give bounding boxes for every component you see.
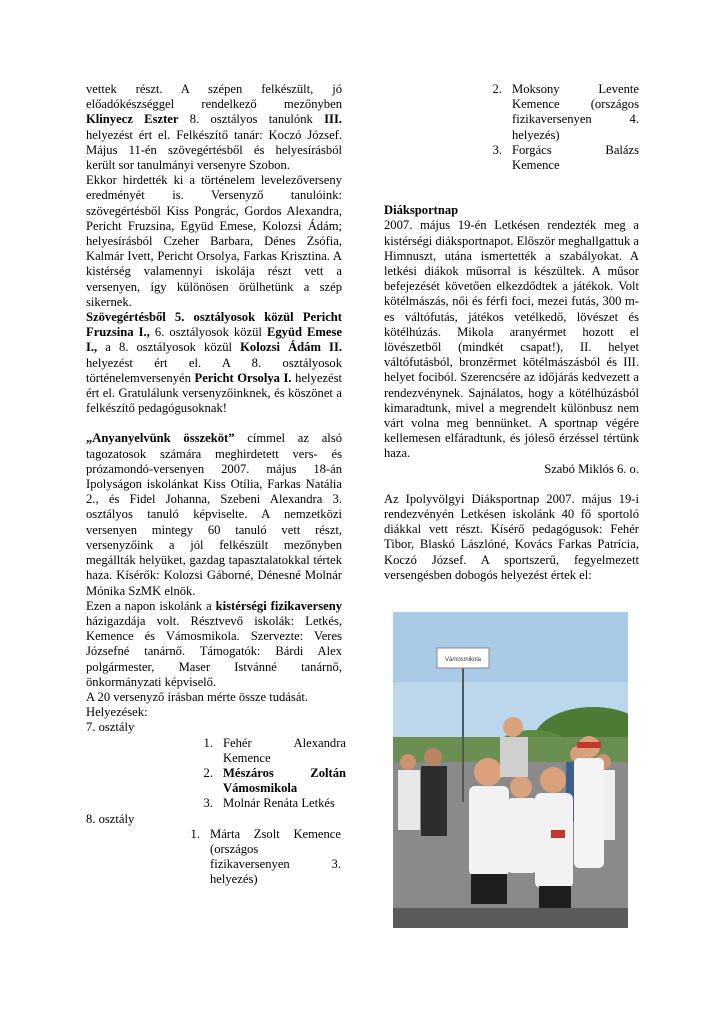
paragraph-sportday: 2007. május 19-én Letkésen rendezték meg a kistérségi diáksportnapot. Először meghallgattuk a Himnuszt, utána ismertették a szabályokat. A letkési diákok műsorral is készültek. A műsor befejezését követően elkezdődtek a játékok. Volt kötélmászás, női és férfi foci, mezei futás, 300 m-es váltófutás, játékos vetélkedő, lövészet és kötélhúzás. Mikola aranyérmet hozott el lövészetből (mindkét csapat!), II. helyet váltófutásból, bronzérmet kötélmászásból és III. helyet fociból. Szerencsére az időjárás kedvezett a rendezvénynek. Sajnálatos, hogy a kötélhúzásból kimaradtunk, mivel a megrendelt különbusz nem várt volna meg bennünket. A sportnap végére kellemesen elfáradtunk, és jóleső érzéssel tértünk haza. [384,218,639,461]
student-name: Klinyecz Eszter [86,112,179,127]
text-run: vettek részt. A szépen felkészült, jó előadókészséggel rendelkező mezőnyben [86,82,342,112]
section-title-sportday: Diáksportnap [384,203,459,218]
placing-item [480,143,639,173]
placing-item [480,82,639,143]
text-run: helyezést ért el. A 8. osztályosok történelemversenyén [86,355,342,385]
placing-number: 1. [190,826,200,841]
spacer [384,477,639,492]
placing-item [191,796,346,811]
text-run: helyezést ért el. Felkészítő tanár: Koczó József. Május 11-én szövegértésből és helyesírásból került sor tanulmányi versenyre Szobon. [86,127,342,173]
text-run-bold: Szövegértésből 5. osztályosok közül Pericht Fruzsina I., [86,310,342,340]
placings-label: Helyezések: [86,705,148,720]
paragraph-history-contest: Ekkor hirdették ki a történelem levelezőverseny eredményét is. Versenyző tanulóink: szövegértésből Kiss Pongrác, Gordos Alexandra, Pericht Fruzsina, Együd Emese, Kolozsi Ádám; helyesírásból Czeher Barbara, Dénes Zsófia, Kalmár Ivett, Pericht Orsolya, Farkas Krisztina. A kistérség valamennyi iskolája részt vett a versenyen, így különösen örülhetünk a szép sikernek. [86,173,342,309]
placing-number: 3. [203,796,213,811]
sportday-photo [393,612,628,928]
ground [393,908,628,928]
grade-8-list [178,827,341,888]
paragraph-results [86,310,342,416]
sky-top [393,612,628,682]
grade-7-label: 7. osztály [86,720,135,735]
placing-text: Molnár Renáta Letkés [223,796,335,811]
placing-text: Mészáros Zoltán Vámosmikola [223,765,346,796]
placing-number: 3. [492,142,502,157]
spacer [86,416,342,431]
placing-number: 1. [203,735,213,750]
text-run: a 8. osztályosok közül [97,340,241,355]
grade-8-label: 8. osztály [86,811,135,826]
text-run: címmel az alsó tagozatosok számára meghirdetett vers- és prózamondó-versenyen 2007. május 18-án Ipolyságon iskolánkat Kiss Otília, Farkas Natália 2., és Fidel Johanna, Szebeni Alexandra 3. osztályos tanuló képviselte. A nemzetközi versenyen mintegy 60 tanuló vett részt, versenyzőink a jól felkészült mezőnyben megállták helyüket, gazdag tapasztalatokkal tértek haza. Kísérők: Kolozsi Gáborné, Dénesné Molnár Mónika SzMK elnök. [86,431,342,598]
placing-text: Moksony Levente Kemence (országos fizikaversenyen 4. helyezés) [512,82,639,142]
text-run: 8. osztályos tanulónk [178,112,325,127]
left-column [86,82,346,888]
paragraph-physics-contest [86,599,342,690]
text-run-bold: Együd Emese I., [86,325,342,355]
grade-8-list-continued [480,82,639,173]
photo-illustration [393,612,628,928]
author-signature: Szabó Miklós 6. o. [544,461,639,476]
grade-7-list [191,736,346,812]
text-run: Ezen a napon iskolánk a [86,598,216,613]
team-sign-text: Vámosmikola [444,657,482,663]
placing-number: 2. [492,82,502,96]
text-run-bold: Pericht Orsolya I. [194,370,292,385]
paragraph-language-contest [86,431,342,598]
paragraph-recitation-result [86,82,342,173]
text-run: helyezést ért el. Gratulálunk versenyzőinknek, és köszönet a felkészítő pedagógusoknak! [86,370,342,416]
placing-number: 2. [203,765,213,780]
text-run: házigazdája volt. Résztvevő iskolák: Letkés, Kemence és Vámosmikola. Szervezte: Veres Józsefné tanárnő. Támogatók: Bárdi Alex polgármester, Maser Istvánné tanárnő, önkormányzati képviselő. [86,613,342,689]
placing-text: Forgács Balázs Kemence [512,142,639,173]
placement: III. [324,112,342,127]
spacer [384,173,639,203]
text-run: 6. osztályosok közül [149,325,267,340]
contest-title: „Anyanyelvünk összeköt” [86,431,235,446]
right-column [384,82,639,583]
placing-text: Fehér Alexandra Kemence [223,735,346,765]
placing-item [191,766,346,796]
text-run-bold: Kolozsi Ádám II. [240,340,342,355]
paragraph-ipoly-sportday: Az Ipolyvölgyi Diáksportnap 2007. május 19-i rendezvényén Letkésen iskolánk 40 fő sportoló diákkal vett részt. Kísérő pedagógusok: Fehér Tibor, Blaskó Lászlóné, Kovács Farkas Patrícia, Koczó József. A sportszerű, fegyelmezett versengésben dobogós helyezést értek el: [384,491,639,582]
text-run-bold: kistérségi fizikaverseny [215,598,343,613]
paragraph-participants: A 20 versenyző írásban mérte össze tudását. [86,689,309,704]
placing-item [191,736,346,766]
placing-item [178,827,341,888]
placing-text: Márta Zsolt Kemence (országos fizikaversenyen 3. helyezés) [210,826,341,887]
